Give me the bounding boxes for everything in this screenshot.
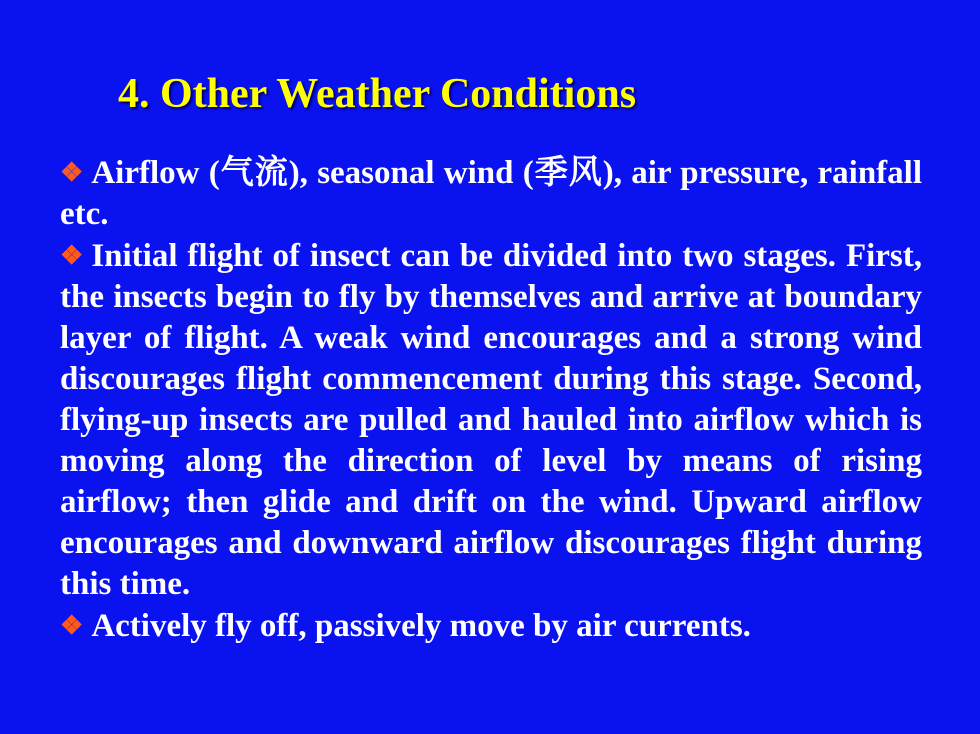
bullet-item [60, 605, 922, 647]
slide-title: 4. Other Weather Conditions [118, 71, 637, 117]
bullet-text: Initial flight of insect can be divided into two stages. First, the insects begin to fly by themselves and arrive at boundary layer of flight. A weak wind encourages and a strong wind discourages flight commencement during this stage. Second, flying-up insects are pulled and hauled into airflow which is moving along the direction of level by means of rising airflow; then glide and drift on the wind. Upward airflow encourages and downward airflow discourages flight during this time. [60, 238, 922, 602]
bullet-text: Airflow (气流), seasonal wind (季风), air pressure, rainfall etc. [60, 155, 922, 232]
slide-body [60, 152, 922, 647]
bullet-item [60, 235, 922, 605]
diamond-flower-bullet-icon: ❖ [60, 241, 84, 270]
diamond-flower-bullet-icon: ❖ [60, 611, 84, 640]
bullet-text: Actively fly off, passively move by air currents. [91, 608, 751, 644]
diamond-flower-bullet-icon: ❖ [60, 158, 84, 187]
bullet-item [60, 152, 922, 235]
